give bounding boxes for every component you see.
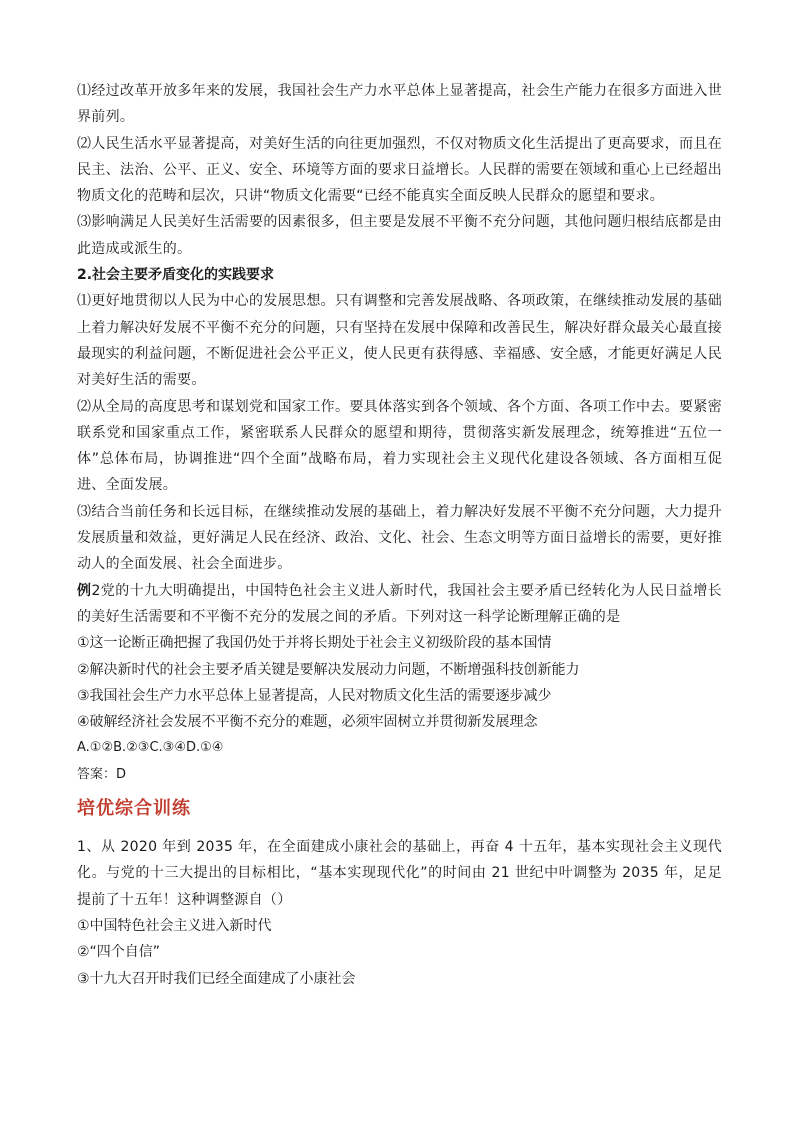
example-option-1: ①这一论断正确把握了我国仍处于并将长期处于社会主义初级阶段的基本国情 (77, 635, 552, 652)
section1-item-1: ⑴经过改革开放多年来的发展，我国社会生产力水平总体上显著提高，社会生产能力在很多方面进入世界前列。 (77, 83, 722, 126)
example-question (77, 578, 722, 631)
section2-item-2: ⑵从全局的高度思考和谋划党和国家工作。要具体落实到各个领域、各个方面、各项工作中去。要紧密联系党和国家重点工作，紧密联系人民群众的愿望和期待，贯彻落实新发展理念，统筹推进“五位一体”总体布局，协调推进“四个全面”战略布局，着力实现社会主义现代化建设各领域、各方面相互促进、全面发展。 (77, 398, 722, 494)
document-page (77, 78, 722, 992)
training-section-title: 培优综合训练 (77, 798, 191, 820)
training-question: 1、从 2020 年到 2035 年，在全面建成小康社会的基础上，再奋 4 十五年，基本实现社会主义现代化。与党的十三大提出的目标相比，“基本实现现代化”的时间由 21 世纪中叶调整为 2035 年，足足提前了十五年！这种调整源自（） (77, 839, 722, 908)
section1-item-3: ⑶影响满足人民美好生活需要的因素很多，但主要是发展不平衡不充分问题，其他问题归根结底都是由此造成或派生的。 (77, 214, 722, 257)
section2-item-1: ⑴更好地贯彻以人民为中心的发展思想。只有调整和完善发展战略、各项政策，在继续推动发展的基础上着力解决好发展不平衡不充分的问题，只有坚持在发展中保障和改善民生，解决好群众最关心最直接最现实的利益问题，不断促进社会公平正义，使人民更有获得感、幸福感、安全感，才能更好满足人民对美好生活的需要。 (77, 293, 722, 389)
section2-item-3: ⑶结合当前任务和长远目标，在继续推动发展的基础上，着力解决好发展不平衡不充分问题，大力提升发展质量和效益，更好满足人民在经济、政治、文化、社会、生态文明等方面日益增长的需要，更好推动人的全面发展、社会全面进步。 (77, 503, 722, 573)
example-text: 2党的十九大明确提出，中国特色社会主义进人新时代，我国社会主要矛盾已经转化为人民日益增长的美好生活需要和不平衡不充分的发展之间的矛盾。下列对这一科学论断理解正确的是 (77, 582, 722, 625)
example-option-2: ②解决新时代的社会主要矛盾关键是要解决发展动力问题，不断增强科技创新能力 (77, 661, 580, 678)
example-option-4: ④破解经济社会发展不平衡不充分的难题，必须牢固树立并贯彻新发展理念 (77, 714, 538, 731)
training-option-3: ③十九大召开时我们已经全面建成了小康社会 (77, 970, 356, 987)
example-choices: A.①②B.②③C.③④D.①④ (77, 740, 224, 756)
training-option-2: ②“四个自信” (77, 944, 161, 961)
example-label: 例 (77, 582, 92, 599)
example-answer: 答案：D (77, 766, 127, 782)
section1-item-2: ⑵人民生活水平显著提高，对美好生活的向往更加强烈，不仅对物质文化生活提出了更高要求，而且在民主、法治、公平、正义、安全、环境等方面的要求日益增长。人民群的需要在领域和重心上已经超出物质文化的范畴和层次，只讲“物质文化需要“已经不能真实全面反映人民群众的愿望和要求。 (77, 135, 722, 205)
training-option-1: ①中国特色社会主义进入新时代 (77, 917, 272, 934)
example-option-3: ③我国社会生产力水平总体上显著提高，人民对物质文化生活的需要逐步减少 (77, 687, 552, 704)
section2-heading: 2.社会主要矛盾变化的实践要求 (77, 267, 275, 284)
